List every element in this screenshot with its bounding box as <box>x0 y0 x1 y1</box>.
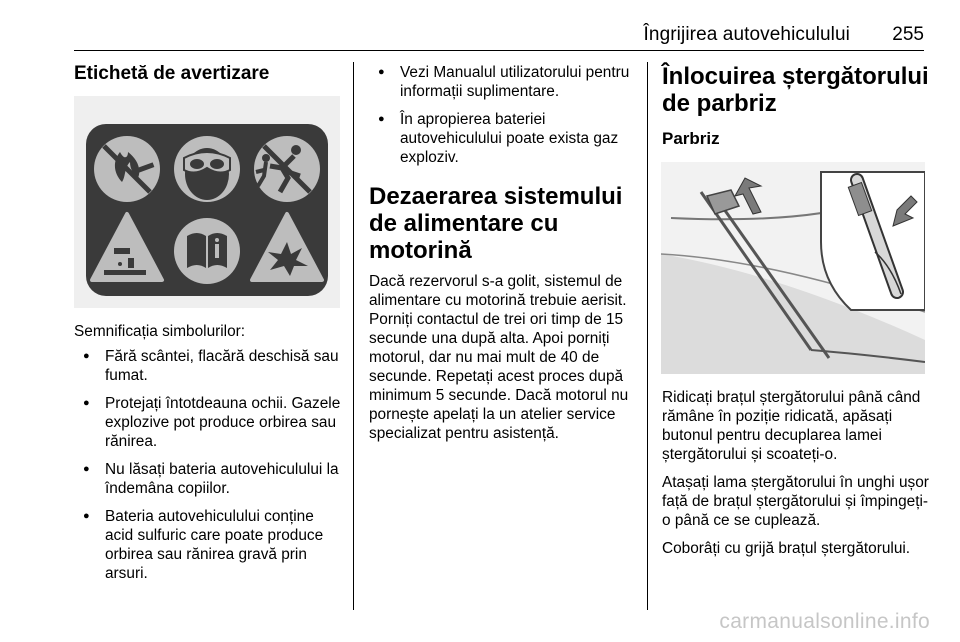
wiper-replacement-heading: Înlocuirea ștergătorului de parbriz <box>662 63 929 117</box>
read-manual-icon <box>174 218 240 284</box>
header-rule <box>74 50 924 51</box>
windshield-subheading: Parbriz <box>662 129 720 148</box>
wiper-illustration <box>661 162 925 374</box>
fuel-system-bleeding-heading: Dezaerarea sistemului de alimentare cu motorină <box>369 183 623 264</box>
warning-label-graphic <box>74 96 340 308</box>
wiper-illustration-graphic <box>661 162 925 374</box>
warning-label-image <box>74 96 340 308</box>
list-item: ● Nu lăsați bateria autovehiculului la îndemâna copiilor. <box>74 460 344 498</box>
wiper-step-1: Ridicați brațul ștergătorului până când rămâne în poziție ridicată, apăsați butonul pentru decuplarea lamei ștergătorului și scoateți-o. <box>662 389 921 463</box>
symbols-list <box>74 347 344 583</box>
list-item: ● Bateria autovehiculului conține acid sulfuric care poate produce orbirea sau rănirea gravă prin arsuri. <box>74 507 344 583</box>
list-item: ● Protejați întotdeauna ochii. Gazele explozive pot produce orbirea sau rănirea. <box>74 394 344 451</box>
column-1 <box>74 63 344 592</box>
column-divider-1 <box>353 62 354 610</box>
header-title: Îngrijirea autovehiculului <box>643 24 850 45</box>
list-item: ● Fără scântei, flacără deschisă sau fumat. <box>74 347 344 385</box>
column-2 <box>369 63 635 443</box>
wiper-step-3: Coborâți cu grijă brațul ștergătorului. <box>662 540 911 557</box>
watermark: carmanualsonline.info <box>719 610 930 633</box>
no-sparks-flame-smoking-icon <box>94 136 160 202</box>
wiper-step-2: Atașați lama ștergătorului în unghi ușor față de brațul ștergătorului și împingeți-o până ce se cuplează. <box>662 474 929 529</box>
list-item: ● Vezi Manualul utilizatorului pentru informații suplimentare. <box>369 63 635 101</box>
warning-label-heading: Etichetă de avertizare <box>74 63 270 84</box>
battery-notes-list <box>369 63 635 167</box>
page-number: 255 <box>892 24 924 45</box>
column-3 <box>662 63 932 567</box>
keep-away-from-children-icon <box>254 136 320 202</box>
eye-protection-icon <box>174 136 240 202</box>
fuel-system-paragraph: Dacă rezervorul s-a golit, sistemul de alimentare cu motorină trebuie aerisit. Porniți contactul de trei ori timp de 15 secunde una după alta. Apoi porniți motorul, dar nu mai mult de 40 de secunde. Repetați acest proces după minimum 5 secunde. Dacă motorul nu pornește apelați la un atelier service specializat pentru asistență. <box>369 273 629 442</box>
symbols-intro: Semnificația simbolurilor: <box>74 323 246 340</box>
column-divider-2 <box>647 62 648 610</box>
list-item: ● În apropierea bateriei autovehiculului poate exista gaz exploziv. <box>369 110 635 167</box>
